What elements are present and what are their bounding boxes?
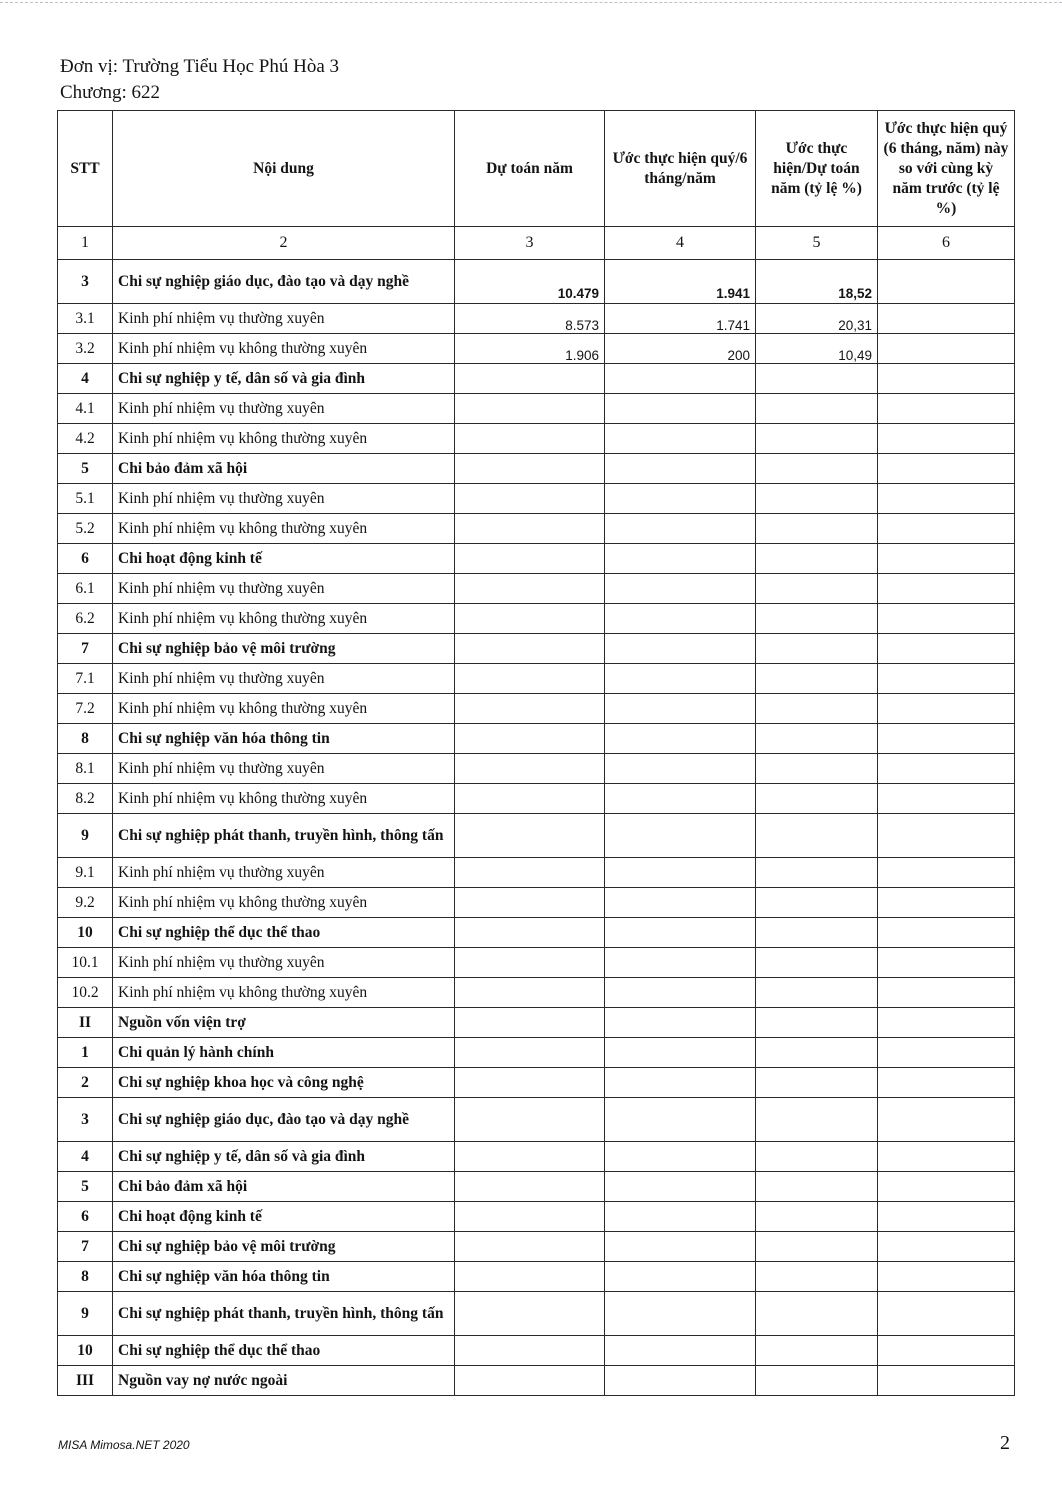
row-estimated-execution-cell — [605, 1262, 756, 1292]
row-content-cell: Chi hoạt động kinh tế — [113, 544, 455, 574]
row-annual-estimate-cell: 1.906 — [455, 334, 605, 364]
table-row — [58, 604, 1015, 634]
row-yoy-ratio-cell — [878, 1336, 1015, 1366]
row-yoy-ratio-cell — [878, 948, 1015, 978]
row-execution-ratio-cell — [756, 1292, 878, 1336]
row-annual-estimate-cell — [455, 1068, 605, 1098]
row-stt-cell: 9 — [58, 1292, 113, 1336]
column-header-estimated-execution: Ước thực hiện quý/6 tháng/năm — [605, 111, 756, 227]
row-annual-estimate-cell — [455, 544, 605, 574]
row-yoy-ratio-cell — [878, 1262, 1015, 1292]
row-yoy-ratio-cell — [878, 1098, 1015, 1142]
row-estimated-execution-cell — [605, 1098, 756, 1142]
row-annual-estimate-cell — [455, 1366, 605, 1396]
row-yoy-ratio-cell — [878, 1068, 1015, 1098]
row-content-cell: Nguồn vốn viện trợ — [113, 1008, 455, 1038]
row-estimated-execution-cell — [605, 514, 756, 544]
row-stt-cell: 6.1 — [58, 574, 113, 604]
row-yoy-ratio-cell — [878, 918, 1015, 948]
row-estimated-execution-cell — [605, 364, 756, 394]
row-yoy-ratio-cell — [878, 1366, 1015, 1396]
row-estimated-execution-cell — [605, 424, 756, 454]
row-stt-cell: 9.2 — [58, 888, 113, 918]
software-footer: MISA Mimosa.NET 2020 — [58, 1438, 190, 1452]
row-stt-cell: 8.2 — [58, 784, 113, 814]
row-annual-estimate-cell — [455, 574, 605, 604]
row-execution-ratio-cell — [756, 604, 878, 634]
table-row — [58, 1202, 1015, 1232]
row-stt-cell: 4.1 — [58, 394, 113, 424]
budget-report-table — [57, 110, 1015, 1396]
table-row — [58, 978, 1015, 1008]
row-yoy-ratio-cell — [878, 304, 1015, 334]
row-yoy-ratio-cell — [878, 1038, 1015, 1068]
row-content-cell: Kinh phí nhiệm vụ thường xuyên — [113, 754, 455, 784]
table-row — [58, 1038, 1015, 1068]
row-content-cell: Chi sự nghiệp văn hóa thông tin — [113, 724, 455, 754]
row-yoy-ratio-cell — [878, 334, 1015, 364]
row-yoy-ratio-cell — [878, 574, 1015, 604]
row-yoy-ratio-cell — [878, 604, 1015, 634]
column-number: 6 — [878, 227, 1015, 260]
row-estimated-execution-cell — [605, 784, 756, 814]
row-yoy-ratio-cell — [878, 1292, 1015, 1336]
row-execution-ratio-cell — [756, 1098, 878, 1142]
column-number-row — [58, 227, 1015, 260]
row-content-cell: Kinh phí nhiệm vụ không thường xuyên — [113, 424, 455, 454]
row-yoy-ratio-cell — [878, 634, 1015, 664]
row-content-cell: Kinh phí nhiệm vụ không thường xuyên — [113, 888, 455, 918]
table-row — [58, 634, 1015, 664]
table-row — [58, 1366, 1015, 1396]
row-estimated-execution-cell — [605, 544, 756, 574]
table-row — [58, 394, 1015, 424]
row-content-cell: Chi bảo đảm xã hội — [113, 454, 455, 484]
row-annual-estimate-cell — [455, 634, 605, 664]
table-row — [58, 918, 1015, 948]
row-annual-estimate-cell — [455, 664, 605, 694]
row-execution-ratio-cell — [756, 1262, 878, 1292]
row-annual-estimate-cell — [455, 1142, 605, 1172]
row-execution-ratio-cell — [756, 664, 878, 694]
column-number: 5 — [756, 227, 878, 260]
chapter-number: Chương: 622 — [60, 82, 161, 103]
table-row — [58, 888, 1015, 918]
row-estimated-execution-cell — [605, 454, 756, 484]
row-estimated-execution-cell — [605, 394, 756, 424]
row-execution-ratio-cell — [756, 724, 878, 754]
row-stt-cell: 6 — [58, 1202, 113, 1232]
row-content-cell: Chi sự nghiệp giáo dục, đào tạo và dạy nghề — [113, 260, 455, 304]
row-annual-estimate-cell — [455, 948, 605, 978]
row-execution-ratio-cell — [756, 1232, 878, 1262]
row-content-cell: Chi sự nghiệp văn hóa thông tin — [113, 1262, 455, 1292]
row-execution-ratio-cell — [756, 1038, 878, 1068]
row-annual-estimate-cell — [455, 814, 605, 858]
row-stt-cell: 5 — [58, 454, 113, 484]
row-yoy-ratio-cell — [878, 1008, 1015, 1038]
row-annual-estimate-cell — [455, 978, 605, 1008]
row-annual-estimate-cell — [455, 784, 605, 814]
row-yoy-ratio-cell — [878, 858, 1015, 888]
row-stt-cell: 9 — [58, 814, 113, 858]
row-execution-ratio-cell — [756, 424, 878, 454]
row-annual-estimate-cell — [455, 724, 605, 754]
row-stt-cell: 6.2 — [58, 604, 113, 634]
table-row — [58, 334, 1015, 364]
row-yoy-ratio-cell — [878, 484, 1015, 514]
row-execution-ratio-cell — [756, 754, 878, 784]
row-stt-cell: 5.2 — [58, 514, 113, 544]
table-row — [58, 1098, 1015, 1142]
row-estimated-execution-cell — [605, 694, 756, 724]
document-header — [60, 56, 339, 104]
column-header-stt: STT — [58, 111, 113, 227]
row-annual-estimate-cell — [455, 454, 605, 484]
row-execution-ratio-cell — [756, 1202, 878, 1232]
row-estimated-execution-cell — [605, 948, 756, 978]
row-content-cell: Kinh phí nhiệm vụ thường xuyên — [113, 574, 455, 604]
row-content-cell: Kinh phí nhiệm vụ thường xuyên — [113, 948, 455, 978]
column-header-content: Nội dung — [113, 111, 455, 227]
row-content-cell: Kinh phí nhiệm vụ không thường xuyên — [113, 604, 455, 634]
row-annual-estimate-cell — [455, 888, 605, 918]
row-execution-ratio-cell — [756, 1068, 878, 1098]
row-annual-estimate-cell — [455, 1292, 605, 1336]
row-yoy-ratio-cell — [878, 664, 1015, 694]
row-content-cell: Kinh phí nhiệm vụ thường xuyên — [113, 484, 455, 514]
table-row — [58, 664, 1015, 694]
row-stt-cell: 8.1 — [58, 754, 113, 784]
row-annual-estimate-cell — [455, 1098, 605, 1142]
row-stt-cell: 4 — [58, 1142, 113, 1172]
row-estimated-execution-cell — [605, 754, 756, 784]
row-estimated-execution-cell — [605, 664, 756, 694]
row-content-cell: Nguồn vay nợ nước ngoài — [113, 1366, 455, 1396]
row-execution-ratio-cell — [756, 1336, 878, 1366]
row-stt-cell: 2 — [58, 1068, 113, 1098]
table-row — [58, 514, 1015, 544]
row-yoy-ratio-cell — [878, 544, 1015, 574]
row-annual-estimate-cell — [455, 694, 605, 724]
row-annual-estimate-cell — [455, 1038, 605, 1068]
row-yoy-ratio-cell — [878, 1172, 1015, 1202]
row-execution-ratio-cell — [756, 574, 878, 604]
row-execution-ratio-cell — [756, 978, 878, 1008]
scan-edge-line — [0, 2, 1062, 3]
row-annual-estimate-cell — [455, 1202, 605, 1232]
row-yoy-ratio-cell — [878, 260, 1015, 304]
table-row — [58, 1292, 1015, 1336]
row-execution-ratio-cell — [756, 784, 878, 814]
row-stt-cell: 8 — [58, 724, 113, 754]
table-row — [58, 858, 1015, 888]
row-yoy-ratio-cell — [878, 394, 1015, 424]
row-estimated-execution-cell — [605, 888, 756, 918]
row-estimated-execution-cell — [605, 574, 756, 604]
table-row — [58, 1232, 1015, 1262]
column-number: 3 — [455, 227, 605, 260]
column-header-annual-estimate: Dự toán năm — [455, 111, 605, 227]
row-stt-cell: 5 — [58, 1172, 113, 1202]
row-yoy-ratio-cell — [878, 1142, 1015, 1172]
row-execution-ratio-cell — [756, 1172, 878, 1202]
row-yoy-ratio-cell — [878, 814, 1015, 858]
row-content-cell: Chi sự nghiệp thể dục thể thao — [113, 1336, 455, 1366]
table-row — [58, 694, 1015, 724]
row-estimated-execution-cell — [605, 1008, 756, 1038]
row-annual-estimate-cell — [455, 424, 605, 454]
row-execution-ratio-cell — [756, 888, 878, 918]
row-annual-estimate-cell — [455, 1262, 605, 1292]
row-estimated-execution-cell: 1.941 — [605, 260, 756, 304]
row-stt-cell: 10.2 — [58, 978, 113, 1008]
row-execution-ratio-cell — [756, 948, 878, 978]
row-stt-cell: 7.1 — [58, 664, 113, 694]
row-content-cell: Chi sự nghiệp khoa học và công nghệ — [113, 1068, 455, 1098]
row-execution-ratio-cell — [756, 694, 878, 724]
row-content-cell: Chi sự nghiệp y tế, dân số và gia đình — [113, 364, 455, 394]
row-estimated-execution-cell — [605, 1292, 756, 1336]
table-row — [58, 304, 1015, 334]
row-annual-estimate-cell — [455, 484, 605, 514]
row-annual-estimate-cell — [455, 858, 605, 888]
row-annual-estimate-cell — [455, 1008, 605, 1038]
row-yoy-ratio-cell — [878, 1232, 1015, 1262]
row-execution-ratio-cell — [756, 858, 878, 888]
row-stt-cell: 4.2 — [58, 424, 113, 454]
row-yoy-ratio-cell — [878, 694, 1015, 724]
row-execution-ratio-cell — [756, 1366, 878, 1396]
row-stt-cell: 3.1 — [58, 304, 113, 334]
row-estimated-execution-cell — [605, 978, 756, 1008]
row-estimated-execution-cell — [605, 1232, 756, 1262]
row-stt-cell: 6 — [58, 544, 113, 574]
row-estimated-execution-cell — [605, 634, 756, 664]
table-row — [58, 484, 1015, 514]
row-content-cell: Chi sự nghiệp phát thanh, truyền hình, thông tấn — [113, 1292, 455, 1336]
column-number: 1 — [58, 227, 113, 260]
row-stt-cell: 10 — [58, 918, 113, 948]
table-header-row — [58, 111, 1015, 227]
row-yoy-ratio-cell — [878, 784, 1015, 814]
row-stt-cell: 1 — [58, 1038, 113, 1068]
row-execution-ratio-cell — [756, 514, 878, 544]
row-estimated-execution-cell — [605, 1202, 756, 1232]
row-execution-ratio-cell — [756, 814, 878, 858]
row-estimated-execution-cell — [605, 1172, 756, 1202]
column-header-execution-ratio: Ước thực hiện/Dự toán năm (tỷ lệ %) — [756, 111, 878, 227]
table-row — [58, 1336, 1015, 1366]
table-row — [58, 454, 1015, 484]
row-stt-cell: II — [58, 1008, 113, 1038]
row-content-cell: Kinh phí nhiệm vụ không thường xuyên — [113, 514, 455, 544]
row-yoy-ratio-cell — [878, 364, 1015, 394]
column-number: 2 — [113, 227, 455, 260]
row-content-cell: Chi quản lý hành chính — [113, 1038, 455, 1068]
row-stt-cell: 4 — [58, 364, 113, 394]
row-annual-estimate-cell — [455, 364, 605, 394]
row-yoy-ratio-cell — [878, 514, 1015, 544]
row-stt-cell: 8 — [58, 1262, 113, 1292]
table-row — [58, 1172, 1015, 1202]
row-content-cell: Kinh phí nhiệm vụ không thường xuyên — [113, 784, 455, 814]
table-row — [58, 814, 1015, 858]
row-annual-estimate-cell — [455, 604, 605, 634]
row-estimated-execution-cell — [605, 604, 756, 634]
table-row — [58, 1262, 1015, 1292]
row-execution-ratio-cell — [756, 634, 878, 664]
row-content-cell: Chi sự nghiệp giáo dục, đào tạo và dạy nghề — [113, 1098, 455, 1142]
row-annual-estimate-cell: 8.573 — [455, 304, 605, 334]
row-annual-estimate-cell — [455, 1172, 605, 1202]
row-estimated-execution-cell: 200 — [605, 334, 756, 364]
row-stt-cell: III — [58, 1366, 113, 1396]
row-yoy-ratio-cell — [878, 424, 1015, 454]
row-estimated-execution-cell — [605, 814, 756, 858]
row-stt-cell: 5.1 — [58, 484, 113, 514]
row-execution-ratio-cell: 20,31 — [756, 304, 878, 334]
row-yoy-ratio-cell — [878, 724, 1015, 754]
row-yoy-ratio-cell — [878, 978, 1015, 1008]
row-yoy-ratio-cell — [878, 454, 1015, 484]
table-row — [58, 574, 1015, 604]
row-content-cell: Chi sự nghiệp bảo vệ môi trường — [113, 634, 455, 664]
table-row — [58, 1142, 1015, 1172]
row-estimated-execution-cell — [605, 1336, 756, 1366]
row-content-cell: Kinh phí nhiệm vụ thường xuyên — [113, 304, 455, 334]
row-stt-cell: 7.2 — [58, 694, 113, 724]
row-content-cell: Chi bảo đảm xã hội — [113, 1172, 455, 1202]
row-estimated-execution-cell: 1.741 — [605, 304, 756, 334]
row-execution-ratio-cell — [756, 364, 878, 394]
row-content-cell: Kinh phí nhiệm vụ thường xuyên — [113, 858, 455, 888]
row-annual-estimate-cell — [455, 1336, 605, 1366]
row-execution-ratio-cell — [756, 918, 878, 948]
row-content-cell: Kinh phí nhiệm vụ không thường xuyên — [113, 694, 455, 724]
table-row — [58, 948, 1015, 978]
page-number: 2 — [1000, 1432, 1010, 1454]
row-estimated-execution-cell — [605, 484, 756, 514]
row-annual-estimate-cell — [455, 1232, 605, 1262]
row-estimated-execution-cell — [605, 1038, 756, 1068]
row-content-cell: Kinh phí nhiệm vụ không thường xuyên — [113, 978, 455, 1008]
row-execution-ratio-cell — [756, 454, 878, 484]
row-stt-cell: 3.2 — [58, 334, 113, 364]
row-content-cell: Kinh phí nhiệm vụ thường xuyên — [113, 394, 455, 424]
row-content-cell: Kinh phí nhiệm vụ thường xuyên — [113, 664, 455, 694]
column-number: 4 — [605, 227, 756, 260]
table-row — [58, 1068, 1015, 1098]
row-annual-estimate-cell: 10.479 — [455, 260, 605, 304]
row-content-cell: Chi sự nghiệp bảo vệ môi trường — [113, 1232, 455, 1262]
row-stt-cell: 7 — [58, 1232, 113, 1262]
table-row — [58, 724, 1015, 754]
row-stt-cell: 9.1 — [58, 858, 113, 888]
table-row — [58, 1008, 1015, 1038]
table-row — [58, 544, 1015, 574]
row-annual-estimate-cell — [455, 754, 605, 784]
column-header-year-over-year-ratio: Ước thực hiện quý (6 tháng, năm) này so với cùng kỳ năm trước (tỷ lệ %) — [878, 111, 1015, 227]
row-yoy-ratio-cell — [878, 754, 1015, 784]
row-annual-estimate-cell — [455, 394, 605, 424]
table-row — [58, 260, 1015, 304]
row-stt-cell: 3 — [58, 1098, 113, 1142]
row-estimated-execution-cell — [605, 858, 756, 888]
unit-name: Đơn vị: Trường Tiểu Học Phú Hòa 3 — [60, 56, 340, 77]
table-row — [58, 754, 1015, 784]
row-stt-cell: 10 — [58, 1336, 113, 1366]
row-estimated-execution-cell — [605, 1068, 756, 1098]
row-estimated-execution-cell — [605, 724, 756, 754]
row-estimated-execution-cell — [605, 1366, 756, 1396]
row-content-cell: Chi sự nghiệp thể dục thể thao — [113, 918, 455, 948]
row-annual-estimate-cell — [455, 514, 605, 544]
row-stt-cell: 10.1 — [58, 948, 113, 978]
row-estimated-execution-cell — [605, 1142, 756, 1172]
row-stt-cell: 3 — [58, 260, 113, 304]
row-content-cell: Chi sự nghiệp y tế, dân số và gia đình — [113, 1142, 455, 1172]
table-row — [58, 424, 1015, 454]
table-row — [58, 784, 1015, 814]
row-stt-cell: 7 — [58, 634, 113, 664]
row-execution-ratio-cell — [756, 1008, 878, 1038]
row-execution-ratio-cell — [756, 544, 878, 574]
row-execution-ratio-cell — [756, 484, 878, 514]
row-content-cell: Chi hoạt động kinh tế — [113, 1202, 455, 1232]
row-content-cell: Chi sự nghiệp phát thanh, truyền hình, thông tấn — [113, 814, 455, 858]
row-content-cell: Kinh phí nhiệm vụ không thường xuyên — [113, 334, 455, 364]
row-annual-estimate-cell — [455, 918, 605, 948]
row-execution-ratio-cell — [756, 1142, 878, 1172]
row-yoy-ratio-cell — [878, 888, 1015, 918]
row-execution-ratio-cell — [756, 394, 878, 424]
row-execution-ratio-cell: 10,49 — [756, 334, 878, 364]
row-estimated-execution-cell — [605, 918, 756, 948]
row-yoy-ratio-cell — [878, 1202, 1015, 1232]
row-execution-ratio-cell: 18,52 — [756, 260, 878, 304]
table-row — [58, 364, 1015, 394]
